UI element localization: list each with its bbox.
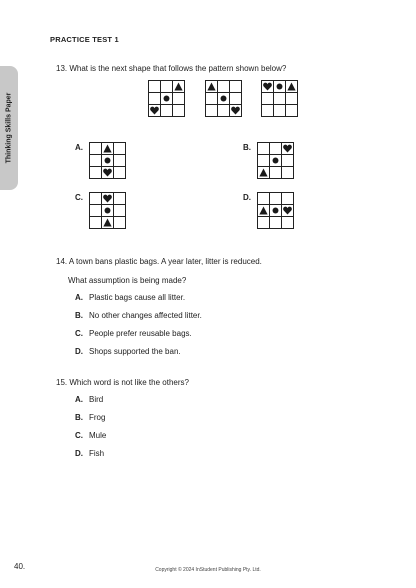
heart-icon xyxy=(263,82,272,91)
empty-cell xyxy=(258,193,270,205)
empty-cell xyxy=(274,105,286,117)
triangle-icon xyxy=(103,144,112,153)
q14-option-b-text: No other changes affected litter. xyxy=(89,311,202,320)
empty-cell xyxy=(90,205,102,217)
empty-cell xyxy=(218,81,230,93)
question-14-text: 14. A town bans plastic bags. A year later, litter is reduced. xyxy=(56,257,262,266)
side-tab-label: Thinking Skills Paper xyxy=(5,92,13,164)
heart-cell xyxy=(282,205,294,217)
option-b-grid[interactable] xyxy=(257,142,294,179)
triangle-icon xyxy=(259,168,268,177)
q14-option-a[interactable] xyxy=(75,293,185,303)
option-a-grid[interactable] xyxy=(89,142,126,179)
empty-cell xyxy=(262,93,274,105)
heart-icon xyxy=(231,106,240,115)
q14-option-c[interactable] xyxy=(75,329,192,339)
heart-cell xyxy=(230,105,242,117)
heart-cell xyxy=(102,167,114,179)
empty-cell xyxy=(282,167,294,179)
triangle-cell xyxy=(258,167,270,179)
triangle-icon xyxy=(103,218,112,227)
empty-cell xyxy=(282,193,294,205)
circle-icon xyxy=(271,206,280,215)
circle-cell xyxy=(270,155,282,167)
empty-cell xyxy=(286,105,298,117)
option-a-label: A. xyxy=(75,143,83,152)
empty-cell xyxy=(90,217,102,229)
q14-option-b-letter: B. xyxy=(75,311,83,320)
triangle-icon xyxy=(287,82,296,91)
q14-option-d[interactable] xyxy=(75,347,181,357)
empty-cell xyxy=(114,167,126,179)
triangle-cell xyxy=(173,81,185,93)
empty-cell xyxy=(258,143,270,155)
empty-cell xyxy=(206,93,218,105)
empty-cell xyxy=(218,105,230,117)
triangle-icon xyxy=(259,206,268,215)
option-b-label: B. xyxy=(243,143,251,152)
page-number: 40. xyxy=(14,562,26,571)
circle-icon xyxy=(271,156,280,165)
pattern-grid-1 xyxy=(148,80,185,117)
heart-icon xyxy=(103,168,112,177)
option-c-label: C. xyxy=(75,193,83,202)
q15-option-b-letter: B. xyxy=(75,413,83,422)
empty-cell xyxy=(270,217,282,229)
empty-cell xyxy=(270,143,282,155)
heart-icon xyxy=(150,106,159,115)
q14-option-a-letter: A. xyxy=(75,293,83,302)
q15-option-c[interactable] xyxy=(75,431,106,441)
page-header: PRACTICE TEST 1 xyxy=(50,35,119,44)
empty-cell xyxy=(274,93,286,105)
pattern-grid-2 xyxy=(205,80,242,117)
empty-cell xyxy=(258,217,270,229)
empty-cell xyxy=(90,167,102,179)
q15-option-d-letter: D. xyxy=(75,449,83,458)
empty-cell xyxy=(90,143,102,155)
triangle-cell xyxy=(206,81,218,93)
empty-cell xyxy=(173,93,185,105)
empty-cell xyxy=(282,217,294,229)
heart-icon xyxy=(103,194,112,203)
q15-option-a-text: Bird xyxy=(89,395,104,404)
empty-cell xyxy=(282,155,294,167)
q14-option-a-text: Plastic bags cause all litter. xyxy=(89,293,186,302)
empty-cell xyxy=(161,105,173,117)
circle-cell xyxy=(102,205,114,217)
empty-cell xyxy=(173,105,185,117)
question-15-text: 15. Which word is not like the others? xyxy=(56,378,189,387)
circle-icon xyxy=(275,82,284,91)
empty-cell xyxy=(206,105,218,117)
heart-icon xyxy=(283,206,292,215)
empty-cell xyxy=(114,205,126,217)
empty-cell xyxy=(286,93,298,105)
circle-cell xyxy=(218,93,230,105)
q14-option-b[interactable] xyxy=(75,311,202,321)
triangle-cell xyxy=(286,81,298,93)
empty-cell xyxy=(262,105,274,117)
empty-cell xyxy=(270,193,282,205)
q15-option-a[interactable] xyxy=(75,395,103,405)
q14-option-d-letter: D. xyxy=(75,347,83,356)
heart-icon xyxy=(283,144,292,153)
q15-option-b-text: Frog xyxy=(89,413,106,422)
question-14-subtext: What assumption is being made? xyxy=(68,276,187,285)
q14-option-d-text: Shops supported the ban. xyxy=(89,347,181,356)
side-tab xyxy=(0,66,18,190)
empty-cell xyxy=(149,81,161,93)
question-13-text: 13. What is the next shape that follows the pattern shown below? xyxy=(56,64,287,73)
triangle-cell xyxy=(102,217,114,229)
triangle-cell xyxy=(102,143,114,155)
empty-cell xyxy=(114,143,126,155)
triangle-icon xyxy=(174,82,183,91)
empty-cell xyxy=(230,93,242,105)
empty-cell xyxy=(90,155,102,167)
circle-cell xyxy=(270,205,282,217)
heart-cell xyxy=(102,193,114,205)
pattern-grid-3 xyxy=(261,80,298,117)
q14-option-c-letter: C. xyxy=(75,329,83,338)
empty-cell xyxy=(161,81,173,93)
empty-cell xyxy=(258,155,270,167)
heart-cell xyxy=(262,81,274,93)
heart-cell xyxy=(149,105,161,117)
circle-icon xyxy=(103,156,112,165)
empty-cell xyxy=(114,217,126,229)
q14-option-c-text: People prefer reusable bags. xyxy=(89,329,192,338)
option-d-grid[interactable] xyxy=(257,192,294,229)
q15-option-d[interactable] xyxy=(75,449,104,459)
q15-option-a-letter: A. xyxy=(75,395,83,404)
empty-cell xyxy=(149,93,161,105)
option-d-label: D. xyxy=(243,193,251,202)
circle-icon xyxy=(103,206,112,215)
circle-cell xyxy=(274,81,286,93)
empty-cell xyxy=(270,167,282,179)
q15-option-c-letter: C. xyxy=(75,431,83,440)
circle-icon xyxy=(162,94,171,103)
q15-option-b[interactable] xyxy=(75,413,105,423)
empty-cell xyxy=(114,193,126,205)
triangle-icon xyxy=(207,82,216,91)
circle-cell xyxy=(161,93,173,105)
heart-cell xyxy=(282,143,294,155)
triangle-cell xyxy=(258,205,270,217)
circle-icon xyxy=(219,94,228,103)
copyright-notice: Copyright © 2024 InStudent Publishing Pty. Ltd. xyxy=(155,567,261,573)
empty-cell xyxy=(114,155,126,167)
q15-option-d-text: Fish xyxy=(89,449,105,458)
empty-cell xyxy=(230,81,242,93)
empty-cell xyxy=(90,193,102,205)
option-c-grid[interactable] xyxy=(89,192,126,229)
circle-cell xyxy=(102,155,114,167)
q15-option-c-text: Mule xyxy=(89,431,107,440)
